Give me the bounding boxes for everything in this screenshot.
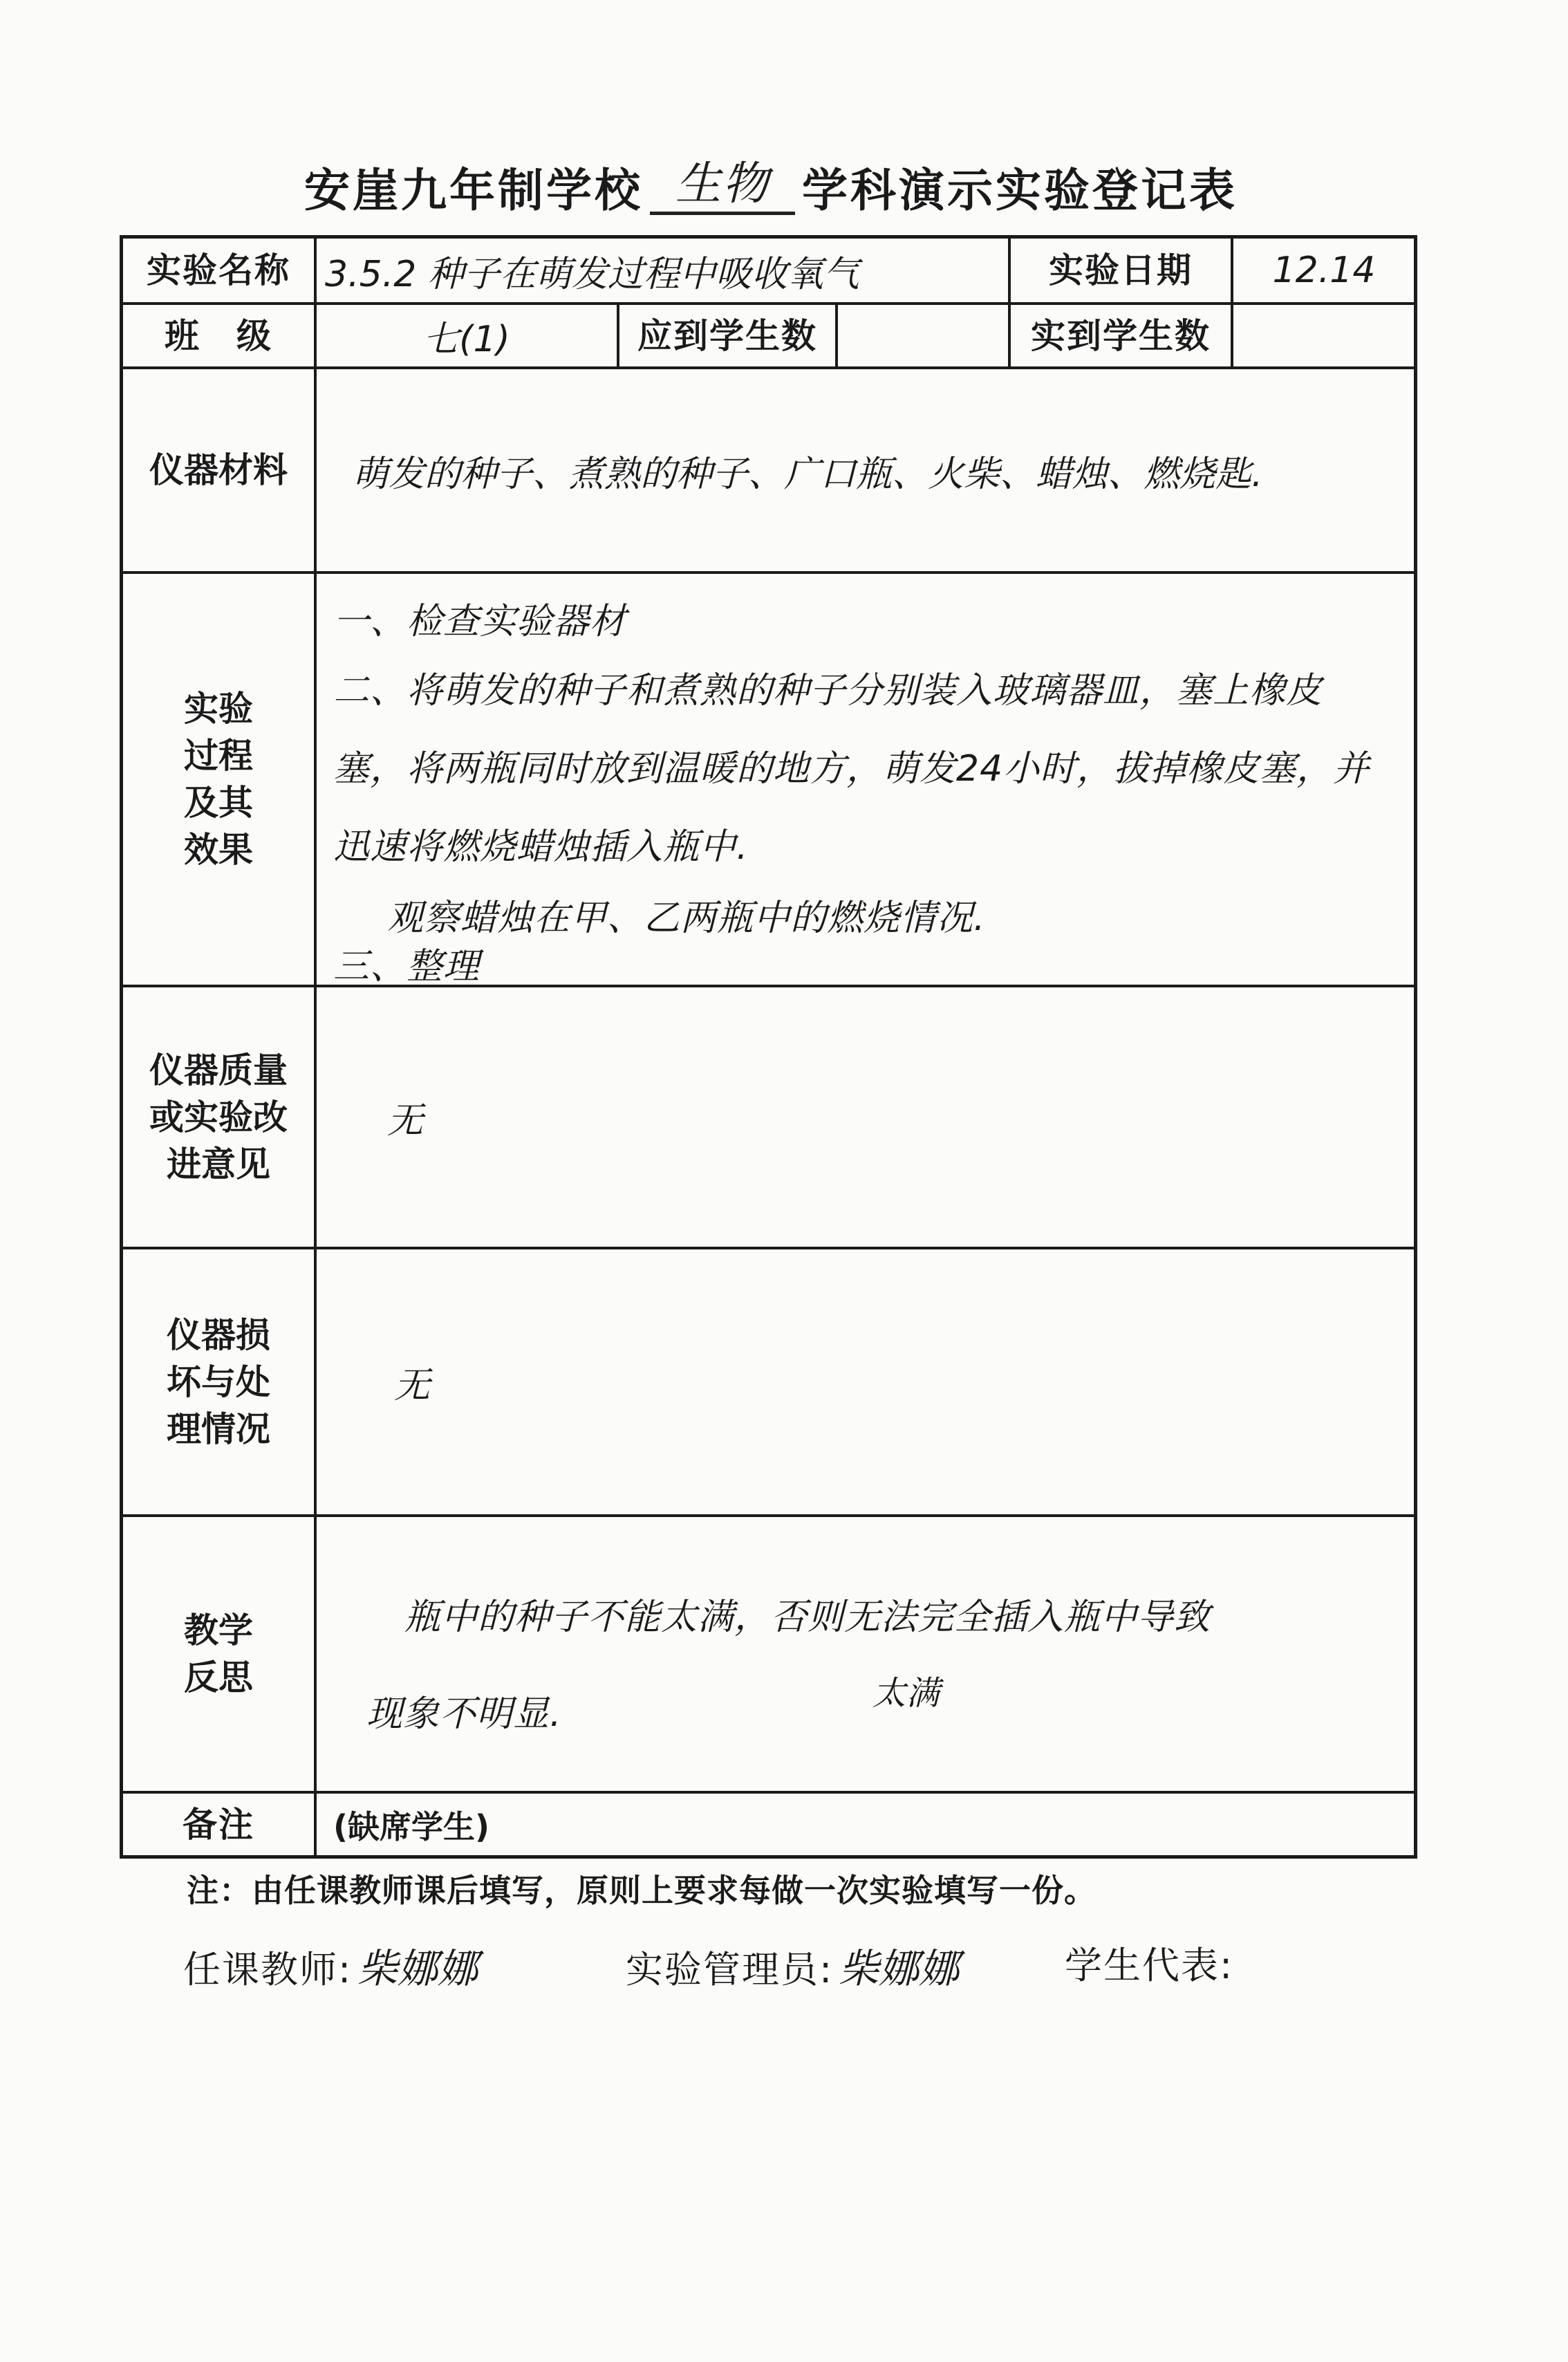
reflection-line[interactable]: 现象不明显. [366,1693,562,1735]
student-signature [1065,1936,1239,1989]
quality-field[interactable]: 无 [387,1100,424,1142]
materials-label-cell [123,369,314,571]
class-field[interactable]: 七(1) [423,319,510,360]
teacher-name-field[interactable]: 柴娜娜 [357,1945,478,1992]
class-label: 班 级 [165,315,272,356]
reflection-label-cell [123,1517,314,1791]
experiment-date-field[interactable]: 12.14 [1272,250,1376,291]
actual-students-field[interactable] [1233,305,1415,366]
process-line[interactable]: 塞，将两瓶同时放到温暖的地方，萌发24小时，拔掉橡皮塞，并 [333,748,1370,790]
materials-field[interactable]: 萌发的种子、煮熟的种子、广口瓶、火柴、蜡烛、燃烧匙. [353,453,1263,495]
column-divider [314,235,317,1859]
experiment-date-label: 实验日期 [1049,250,1193,290]
remarks-field[interactable]: (缺席学生) [333,1807,490,1845]
process-line[interactable]: 一、检查实验器材 [333,601,627,642]
process-label-cell [123,574,314,985]
school-name: 安崖九年制学校 [304,163,643,217]
expected-students-field[interactable] [838,305,1008,366]
subject-field[interactable]: 生物 [650,156,795,215]
damage-label: 仪器损坏与处理情况 [167,1314,270,1449]
reflection-label: 教学反思 [184,1610,253,1698]
process-line[interactable]: 三、整理 [333,946,480,987]
manager-name-field[interactable]: 柴娜娜 [839,1945,960,1992]
remarks-label: 备注 [183,1804,254,1845]
quality-label-cell [123,987,314,1247]
damage-field[interactable]: 无 [394,1365,431,1406]
process-line[interactable]: 迅速将燃烧蜡烛插入瓶中. [333,826,749,868]
form-note: 注：由任课教师课后填写，原则上要求每做一次实验填写一份。 [187,1872,1096,1909]
teacher-signature [183,1936,478,1994]
process-line[interactable]: 观察蜡烛在甲、乙两瓶中的燃烧情况. [387,898,986,939]
student-label: 学生代表: [1065,1944,1234,1987]
process-line[interactable]: 二、将萌发的种子和煮熟的种子分别装入玻璃器皿，塞上橡皮 [333,670,1323,712]
expected-students-label: 应到学生数 [637,315,817,356]
title-suffix: 学科演示实验登记表 [802,163,1238,217]
experiment-name-field[interactable]: 3.5.2 种子在萌发过程中吸收氧气 [325,253,859,295]
teacher-label: 任课教师: [183,1948,353,1991]
quality-label: 仪器质量或实验改进意见 [149,1050,288,1184]
manager-label: 实验管理员: [626,1948,834,1991]
reflection-insert[interactable]: 太满 [872,1674,941,1713]
materials-label: 仪器材料 [149,450,288,490]
reflection-line[interactable]: 瓶中的种子不能太满，否则无法完全插入瓶中导致 [404,1597,1211,1638]
process-label: 实验过程及其效果 [184,689,253,870]
manager-signature [626,1936,959,1994]
damage-label-cell [123,1249,314,1514]
form-title [304,149,1286,232]
actual-students-label: 实到学生数 [1031,315,1211,356]
signature-row [183,1936,1359,2012]
experiment-name-label: 实验名称 [147,250,290,290]
